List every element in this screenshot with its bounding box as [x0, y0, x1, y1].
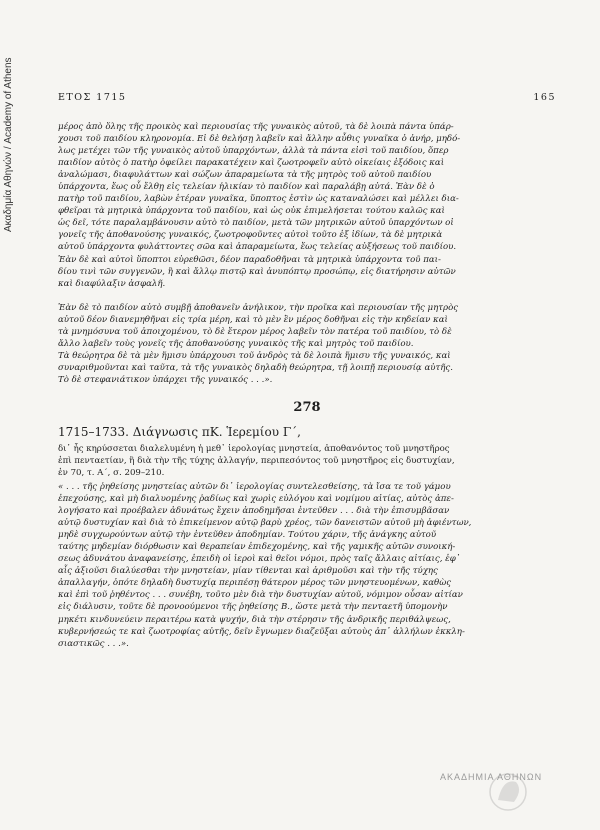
text-line: σεως ἀδυνάτου ἀναφανείσης, ἐπειδὴ οἱ ἱεροὶ καὶ θεῖοι νόμοι, πρὸς ταῖς ἄλλαις αἰτίαις, ἐφ᾽	[58, 554, 461, 565]
running-header	[58, 92, 556, 103]
header-year: ΕΤΟΣ 1715	[58, 92, 127, 103]
text-line: λογήσατο καὶ προέβαλεν ἀδυνάτως ἔχειν ἀποδημῆσαι ἐντεῦθεν . . . διὰ τὴν ἐπισυμβᾶσαν	[58, 506, 450, 517]
text-line: καὶ διαφύλαξιν ἀσφαλῆ.	[58, 278, 166, 289]
text-line: λως μετέχει τῶν τῆς γυναικὸς αὐτοῦ ὑπαρχόντων, ἀλλὰ τὰ πάντα εἰσὶ τοῦ παιδίου, ὅπερ	[58, 146, 449, 157]
text-line: συναριθμοῦνται καὶ ταῦτα, τὰ τῆς γυναικὸς δηλαδὴ θεώρητρα, τῇ λοιπῇ περιουσίᾳ αὐτῆς.	[58, 362, 453, 373]
text-line: εἰς διάλυσιν, τοῦτε δὲ προνοούμενοι τῆς ῥηθείσης Β., ὥστε μετὰ τὴν πενταετῆ ὑπομονὴν	[58, 602, 448, 613]
document-summary	[58, 443, 556, 479]
text-line: κυβερνήσεώς τε καὶ ζωοτροφίας αὐτῆς, δεῖν ἔγνωμεν διαζεῦξαι αὐτοὺς ἀπ᾽ ἀλλήλων ἐκκλη-	[58, 626, 465, 637]
document-quote	[58, 481, 556, 650]
paragraph-gap	[58, 290, 556, 302]
text-line: ἀναλώμασι, διαφυλάττων καὶ σώζων ἀπαραμείωτα τὰ τῆς μητρὸς τοῦ αὐτοῦ παιδίου	[58, 170, 432, 181]
text-line: φθεῖραι τὰ μητρικὰ ὑπάρχοντα τοῦ παιδίου, καὶ ὡς οὐκ ἐπιμελήσεται τούτου καλῶς καὶ	[58, 206, 445, 217]
text-line: παιδίον αὐτὸς ὁ πατὴρ ὀφείλει παρακατέχειν καὶ ζωοτροφεῖν αὐτὸ οἰκείαις ἐξόδοις καὶ	[58, 158, 445, 169]
text-line: Τὸ δὲ στεφανιάτικον ὑπάρχει τῆς γυναικός . . .».	[58, 374, 273, 385]
text-line: αὐτοῦ ὑπάρχοντα φυλάττοντες σῶα καὶ ἀπαραμείωτα, ἕως τελείας αὐξήσεως τοῦ παιδίου.	[58, 242, 457, 253]
text-line: δίου τινὶ τῶν συγγενῶν, ἢ καὶ ἄλλῳ πιστῷ καὶ ἀνυπόπτῳ προσώπῳ, εἰς διατήρησιν αὐτῶν	[58, 266, 456, 277]
watermark-text: ΑΚΑΔΗΜΙΑ ΑΘΗΝΩΝ	[440, 772, 543, 782]
text-line: μηκέτι κινδυνεύειν περαιτέρω κατὰ ψυχήν, διὰ τὴν στέρησιν τῆς ἀνδρικῆς περιθάλψεως,	[58, 614, 451, 625]
summary-line: δι᾽ ἧς κηρύσσεται διαλελυμένη ἡ μεθ᾽ ἱερολογίας μνηστεία, ἀποθανόντος τοῦ μνηστῆρος	[58, 443, 450, 454]
text-line: γονεῖς τῆς ἀποθανούσης γυναικός, ζωοτροφοῦντες αὐτοὶ τοῦτο ἐξ ἰδίων, τὰ δὲ μητρικὰ	[58, 230, 443, 241]
summary-line: ἐπὶ πενταετίαν, ἢ διὰ τὴν τῆς τύχης ἀλλαγήν, περιπεσόντος τοῦ μνηστῆρος εἰς δυστυχίαν,	[58, 455, 455, 466]
text-line: αὐτοῦ δέον διανεμηθῆναι εἰς τρία μέρη, καὶ τὸ μὲν ἓν μέρος δοθῆναι εἰς τὴν κηδείαν καὶ	[58, 314, 448, 325]
page-body	[58, 92, 556, 650]
text-line: Ἐὰν δὲ τὸ παιδίον αὐτὸ συμβῇ ἀποθανεῖν ἀνήλικον, τὴν προῖκα καὶ περιουσίαν τῆς μητρὸς	[58, 302, 459, 313]
text-line: τὰ μνημόσυνα τοῦ ἀποιχομένου, τὸ δὲ ἕτερον μέρος λαβεῖν τὸν πατέρα τοῦ παιδίου, τὸ δὲ	[58, 326, 452, 337]
text-line: ὑπάρχοντα, ἕως οὗ ἔλθῃ εἰς τελείαν ἡλικίαν τὸ παιδίον καὶ παραλάβῃ αὐτά. Ἐὰν δὲ ὁ	[58, 182, 435, 193]
text-line: πατὴρ τοῦ παιδίου, λαβὼν ἑτέραν γυναῖκα, ὕποπτος ἐστὶν ὡς καταναλώσει καὶ μέλλει δια-	[58, 194, 459, 205]
text-line: αἷς ἀξιοῦσι διαλύεσθαι τὴν μνηστείαν, μίαν τίθενται καὶ ἀριθμοῦσι καὶ τὴν τῆς τύχης	[58, 566, 438, 577]
text-line: ἐπεχούσης, καὶ μὴ διαλυομένης ῥαδίως καὶ χωρὶς εὐλόγου καὶ νομίμου αἰτίας, αὐτὸς ἀπε-	[58, 494, 454, 505]
text-line: ἀπαλλαγήν, ὁπότε δηλαδὴ δυστυχίᾳ περιπέσῃ θάτερον μέρος τῶν μνηστευομένων, καθὼς	[58, 578, 452, 589]
summary-line: ἐν 70, τ. Α´, σ. 209–210.	[58, 467, 165, 478]
document-title: 1715–1733. Διάγνωσις πΚ. Ἱερεμίου Γ´,	[58, 424, 301, 439]
text-line: ὡς δεῖ, τότε παραλαμβάνουσιν αὐτὸ τὸ παιδίον, μετὰ τῶν μητρικῶν αὐτοῦ ὑπαρχόντων οἱ	[58, 218, 454, 229]
text-line: χουσι τοῦ παιδίου κληρονομία. Εἰ δὲ θελήσῃ λαβεῖν καὶ ἄλλην αὖθις γυναῖκα ὁ ἀνήρ, μηδό-	[58, 134, 461, 145]
text-line: ἄλλο λαβεῖν τοὺς γονεῖς τῆς ἀποθανούσης γυναικὸς τῆς καὶ μητρὸς τοῦ παιδίου.	[58, 338, 414, 349]
document-number: 278	[293, 399, 321, 415]
page-number: 165	[533, 92, 556, 103]
text-line: σιαστικῶς . . .».	[58, 638, 129, 649]
text-line: « . . . τῆς ῥηθείσης μνηστείας αὐτῶν δι᾽ ἱερολογίας συντελεσθείσης, τὰ ἴσα τε τοῦ γάμου	[58, 481, 451, 492]
text-line: αὐτῷ δυστυχίαν καὶ διὰ τὸ ἐπικείμενον αὐτῷ βαρὺ χρέος, τῶν δανειστῶν αὐτοῦ μὴ ἀφιέντων,	[58, 518, 472, 529]
text-line: καὶ ἐπὶ τοῦ ῥηθέντος . . . συνέβη, τοῦτο μὲν διὰ τὴν δυστυχίαν αὐτοῦ, νόμιμον οὖσαν αἰτίαν	[58, 590, 463, 601]
paragraph-1	[58, 121, 556, 290]
paragraph-2	[58, 302, 556, 386]
text-line: μέρος ἀπὸ ὅλης τῆς προικὸς καὶ περιουσίας τῆς γυναικὸς αὐτοῦ, τὰ δὲ λοιπὰ πάντα ὑπάρ-	[58, 122, 454, 132]
text-line: Τὰ θεώρητρα δὲ τὰ μὲν ἥμισυ ὑπάρχουσι τοῦ ἀνδρὸς τὰ δὲ λοιπὰ ἥμισυ τῆς γυναικός, καὶ	[58, 350, 451, 361]
text-line: ταύτης μηδεμίαν διόρθωσιν καὶ θεραπείαν ἐπιδεχομένης, καὶ τῆς γαμικῆς αὐτῶν συνοική-	[58, 542, 456, 553]
text-line: Ἐὰν δὲ καὶ αὐτοὶ ὕποπτοι εὑρεθῶσι, δέον παραδοθῆναι τὰ μητρικὰ ὑπάρχοντα τοῦ παι-	[58, 254, 441, 265]
archive-side-label: Ακαδημία Αθηνών / Academy of Athens	[3, 57, 14, 232]
text-line: μηδὲ συγχωρούντων αὐτῷ τὴν ἐντεῦθεν ἀποδημίαν. Τούτου χάριν, τῆς ἀνάγκης αὐτοῦ	[58, 530, 437, 541]
